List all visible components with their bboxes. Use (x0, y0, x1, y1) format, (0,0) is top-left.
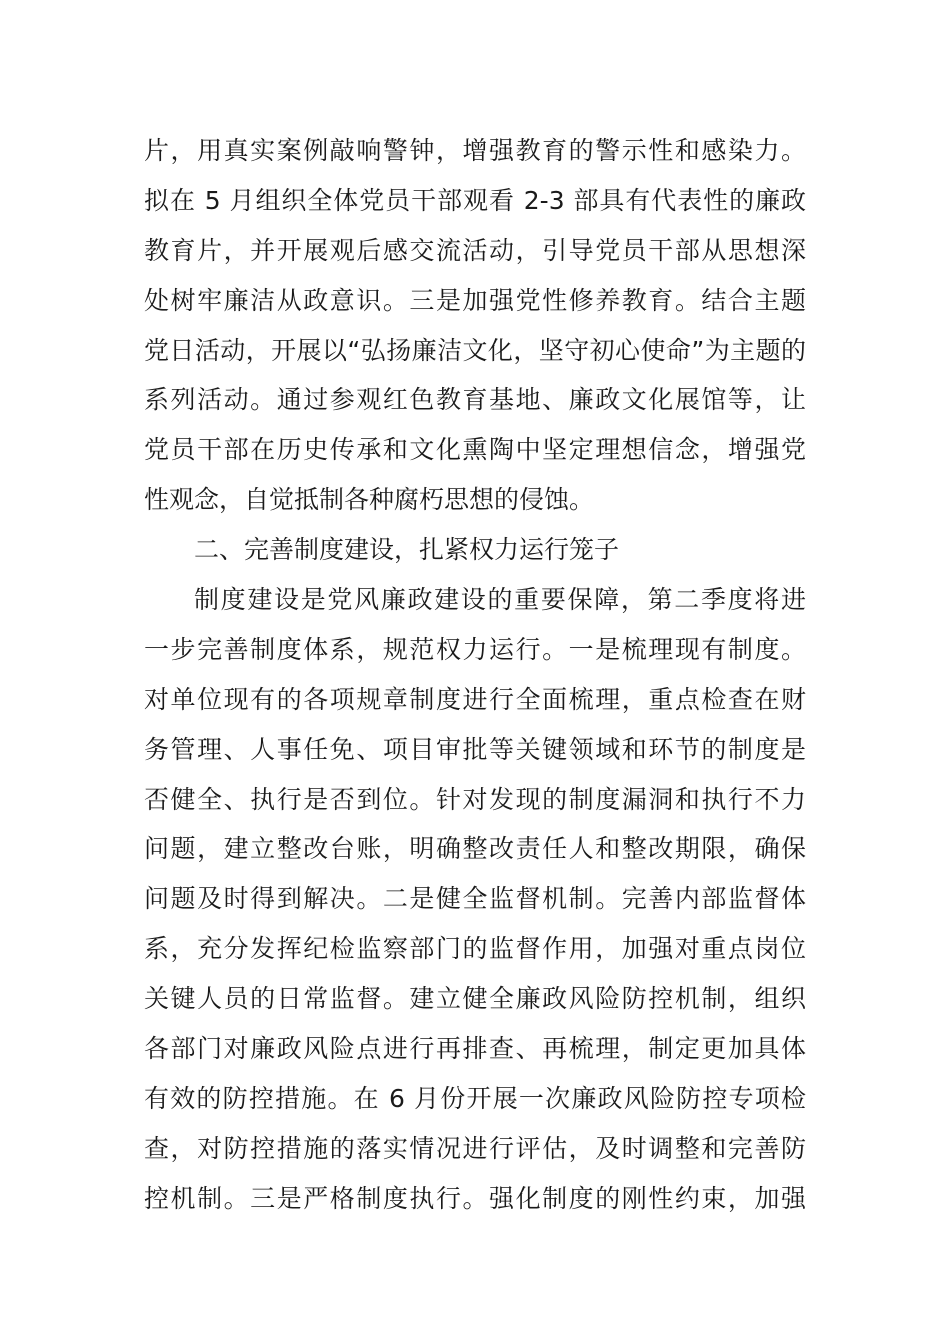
text-line: 查，对防控措施的落实情况进行评估，及时调整和完善防 (144, 1133, 806, 1163)
text-line: 性观念，自觉抵制各种腐朽思想的侵蚀。 (144, 485, 595, 515)
section-heading: 二、完善制度建设，扎紧权力运行笼子 (194, 535, 620, 565)
text-line: 拟在 5 月组织全体党员干部观看 2-3 部具有代表性的廉政 (144, 185, 806, 215)
text-line: 系，充分发挥纪检监察部门的监督作用，加强对重点岗位 (144, 934, 806, 964)
text-line: 控机制。三是严格制度执行。强化制度的刚性约束，加强 (144, 1183, 806, 1213)
text-line: 关键人员的日常监督。建立健全廉政风险防控机制，组织 (144, 984, 806, 1014)
text-line: 对单位现有的各项规章制度进行全面梳理，重点检查在财 (144, 684, 806, 714)
text-line: 系列活动。通过参观红色教育基地、廉政文化展馆等，让 (144, 385, 806, 415)
text-line: 务管理、人事任免、项目审批等关键领域和环节的制度是 (144, 734, 806, 764)
text-line: 问题及时得到解决。二是健全监督机制。完善内部监督体 (144, 884, 806, 914)
text-line: 制度建设是党风廉政建设的重要保障，第二季度将进 (194, 585, 806, 615)
text-line: 片，用真实案例敲响警钟，增强教育的警示性和感染力。 (144, 136, 806, 165)
text-line: 问题，建立整改台账，明确整改责任人和整改期限，确保 (144, 834, 806, 864)
text-line: 一步完善制度体系，规范权力运行。一是梳理现有制度。 (144, 634, 806, 664)
text-line: 处树牢廉洁从政意识。三是加强党性修养教育。结合主题 (144, 285, 806, 315)
text-line: 党日活动，开展以“弘扬廉洁文化，坚守初心使命”为主题的 (144, 335, 806, 365)
text-line: 党员干部在历史传承和文化熏陶中坚定理想信念，增强党 (144, 435, 806, 465)
text-line: 否健全、执行是否到位。针对发现的制度漏洞和执行不力 (144, 784, 806, 814)
text-line: 教育片，并开展观后感交流活动，引导党员干部从思想深 (144, 235, 806, 265)
document-body (144, 126, 806, 1224)
text-line: 各部门对廉政风险点进行再排查、再梳理，制定更加具体 (144, 1034, 806, 1064)
text-line: 有效的防控措施。在 6 月份开展一次廉政风险防控专项检 (144, 1083, 806, 1113)
